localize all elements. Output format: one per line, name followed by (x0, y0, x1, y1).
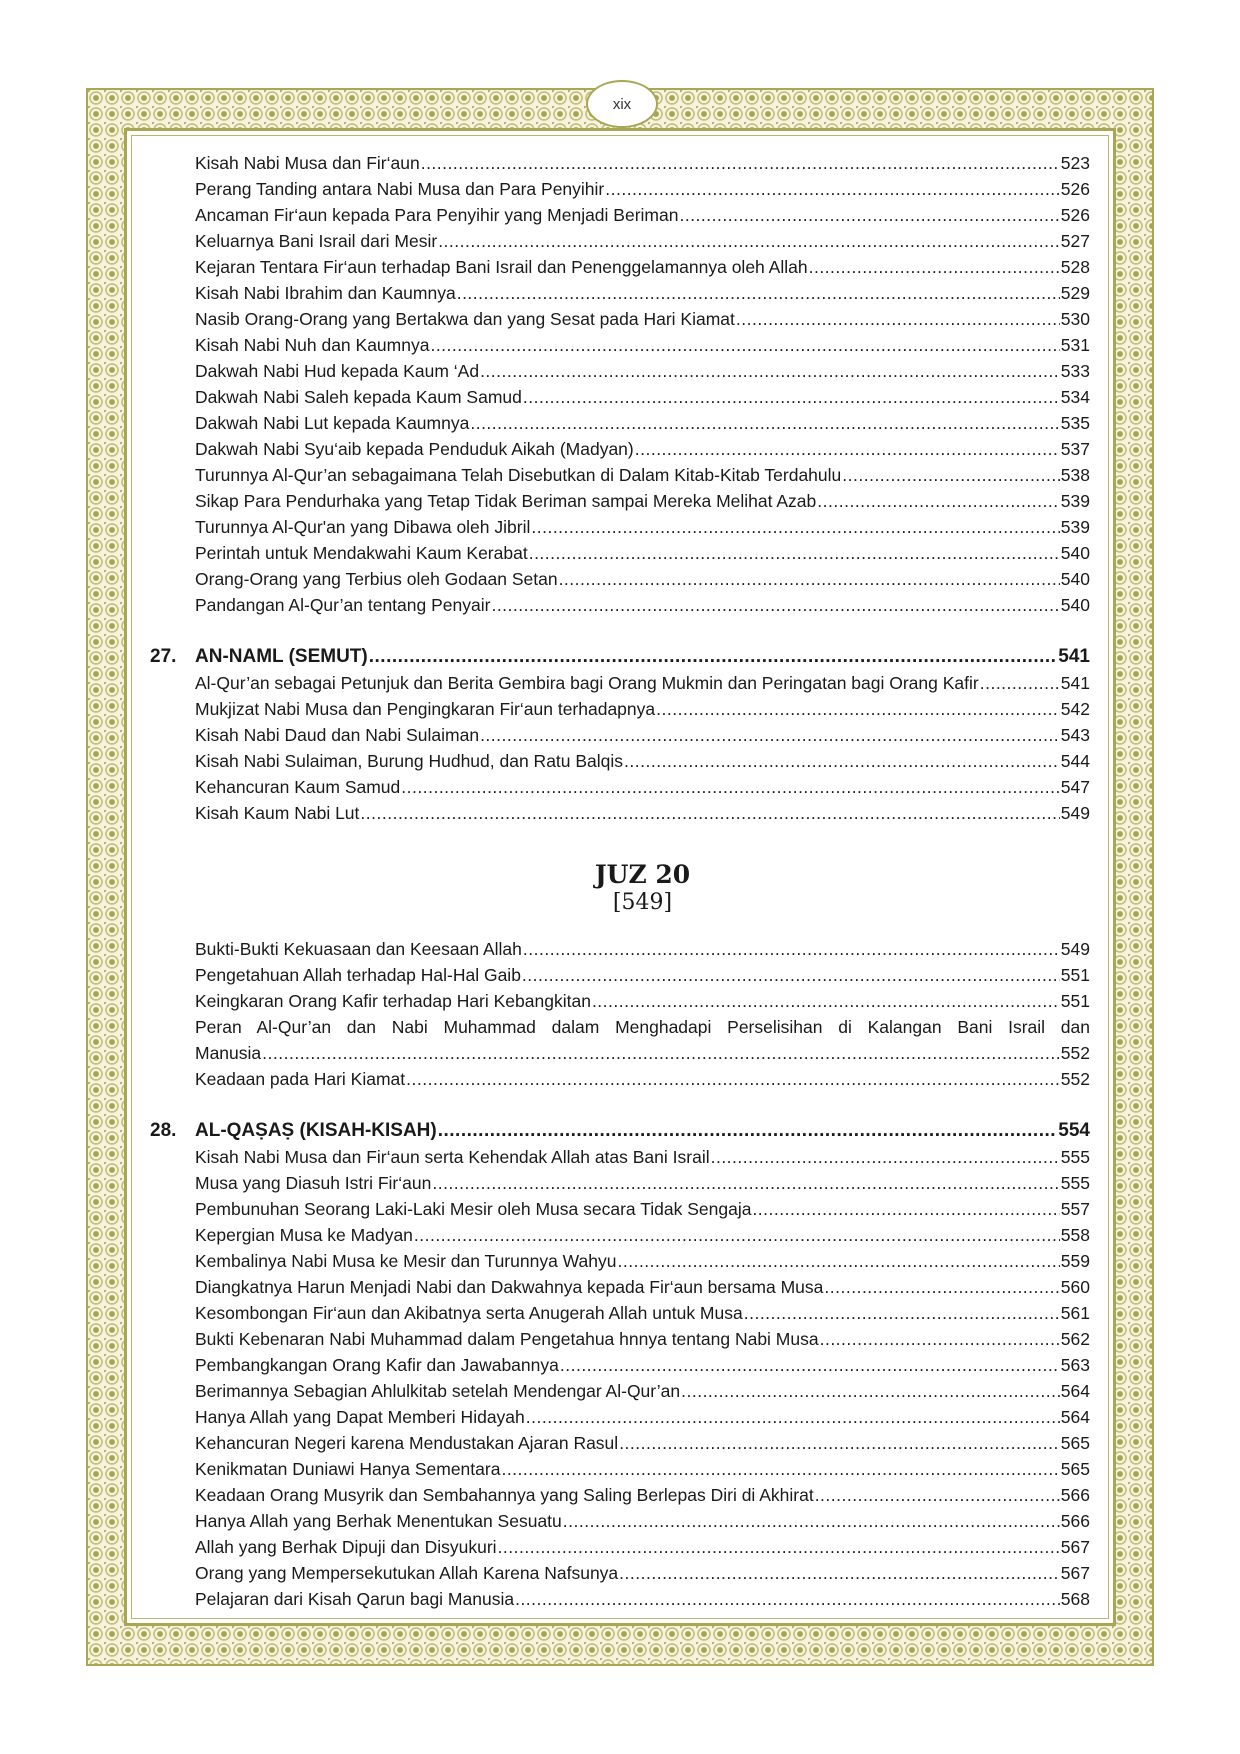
toc-entry[interactable] (195, 332, 1090, 358)
entry-page: 533 (1060, 361, 1090, 381)
dot-leader (980, 670, 1060, 696)
chapter-27-entries (150, 670, 1090, 826)
toc-entry[interactable] (195, 1274, 1090, 1300)
toc-entry[interactable] (195, 1378, 1090, 1404)
entry-title: Dakwah Nabi Hud kepada Kaum ‘Ad (195, 361, 480, 381)
entry-title: Keluarnya Bani Israil dari Mesir (195, 231, 438, 251)
entry-title: Kisah Nabi Nuh dan Kaumnya (195, 335, 430, 355)
table-of-contents (150, 150, 1090, 1612)
entry-page: 528 (1060, 257, 1090, 277)
page-number: xix (586, 80, 658, 128)
dot-leader (809, 254, 1060, 280)
entry-page: 537 (1060, 439, 1090, 459)
entry-title: Mukjizat Nabi Musa dan Pengingkaran Fir‘aun terhadapnya (195, 699, 656, 719)
toc-entry[interactable] (195, 514, 1090, 540)
dot-leader (457, 280, 1060, 306)
dot-leader (360, 800, 1059, 826)
toc-entry[interactable] (195, 150, 1090, 176)
juz-page: [549] (612, 890, 673, 915)
dot-leader (421, 150, 1060, 176)
entry-page: 549 (1060, 803, 1090, 823)
entry-page: 568 (1060, 1589, 1090, 1609)
juz-heading (195, 860, 1090, 916)
toc-entry[interactable] (195, 1066, 1090, 1092)
entry-title: Kembalinya Nabi Musa ke Mesir dan Turunnya Wahyu (195, 1251, 617, 1271)
toc-entry[interactable] (195, 1404, 1090, 1430)
entry-title: Kisah Nabi Ibrahim dan Kaumnya (195, 283, 456, 303)
entry-title: Kesombongan Fir‘aun dan Akibatnya serta Anugerah Allah untuk Musa (195, 1303, 743, 1323)
chapter-number: 28. (150, 1120, 177, 1141)
entry-title: Orang-Orang yang Terbius oleh Godaan Setan (195, 569, 558, 589)
entry-title-line2: Manusia (195, 1043, 262, 1063)
entry-page: 541 (1060, 673, 1090, 693)
toc-entry[interactable] (195, 254, 1090, 280)
entry-title: Kejaran Tentara Fir‘aun terhadap Bani Israil dan Penenggelamannya oleh Allah (195, 257, 808, 277)
toc-entry[interactable] (195, 1430, 1090, 1456)
dot-leader (531, 514, 1059, 540)
juz-entries (150, 936, 1090, 1014)
entry-page: 562 (1060, 1329, 1090, 1349)
entry-page: 544 (1060, 751, 1090, 771)
dot-leader (563, 1508, 1060, 1534)
toc-entry[interactable] (195, 1248, 1090, 1274)
entry-page: 531 (1060, 335, 1090, 355)
dot-leader (432, 1170, 1059, 1196)
entry-title: Berimannya Sebagian Ahlulkitab setelah Mendengar Al-Qur’an (195, 1381, 681, 1401)
dot-leader (605, 176, 1060, 202)
entry-title: Musa yang Diasuh Istri Fir‘aun (195, 1173, 432, 1193)
toc-entry[interactable] (195, 1326, 1090, 1352)
dot-leader (529, 540, 1060, 566)
entry-page: 559 (1060, 1251, 1090, 1271)
dot-leader (480, 722, 1060, 748)
entry-title: Hanya Allah yang Berhak Menentukan Sesuatu (195, 1511, 562, 1531)
toc-entry[interactable] (195, 962, 1090, 988)
chapter-28-entries (150, 1144, 1090, 1612)
toc-entry[interactable] (195, 280, 1090, 306)
entry-title: Keadaan Orang Musyrik dan Sembahannya yang Saling Berlepas Diri di Akhirat (195, 1485, 814, 1505)
toc-entry[interactable] (195, 1352, 1090, 1378)
dot-leader (619, 1560, 1060, 1586)
entry-page: 523 (1060, 153, 1090, 173)
dot-leader (526, 1404, 1060, 1430)
entry-title: Dakwah Nabi Syu‘aib kepada Penduduk Aikah (Madyan) (195, 439, 634, 459)
entry-title: Pandangan Al-Qur’an tentang Penyair (195, 595, 491, 615)
entry-title: Keadaan pada Hari Kiamat (195, 1069, 406, 1089)
entry-title: Orang yang Mempersekutukan Allah Karena Nafsunya (195, 1563, 619, 1583)
dot-leader (498, 1534, 1060, 1560)
entry-title: Hanya Allah yang Dapat Memberi Hidayah (195, 1407, 525, 1427)
entry-title: Bukti Kebenaran Nabi Muhammad dalam Pengetahua hnnya tentang Nabi Musa (195, 1329, 819, 1349)
dot-leader (815, 1482, 1060, 1508)
entry-page: 566 (1060, 1485, 1090, 1505)
dot-leader (414, 1222, 1060, 1248)
toc-entry[interactable] (195, 1508, 1090, 1534)
entry-title: Kisah Kaum Nabi Lut (195, 803, 360, 823)
entry-page: 565 (1060, 1433, 1090, 1453)
entry-title: Kisah Nabi Musa dan Fir‘aun (195, 153, 420, 173)
dot-leader (523, 936, 1060, 962)
toc-entry[interactable] (195, 748, 1090, 774)
chapter-page: 554 (1058, 1120, 1090, 1141)
toc-entry[interactable] (195, 988, 1090, 1014)
entry-page: 552 (1060, 1043, 1090, 1063)
dot-leader (560, 1352, 1060, 1378)
entry-title: Allah yang Berhak Dipuji dan Disyukuri (195, 1537, 497, 1557)
toc-entry[interactable] (195, 670, 1090, 696)
entry-page: 557 (1060, 1199, 1090, 1219)
juz-title: JUZ 20 (594, 860, 691, 889)
dot-leader (438, 228, 1060, 254)
toc-entry[interactable] (195, 488, 1090, 514)
dot-leader (522, 962, 1060, 988)
entry-title: Al-Qur’an sebagai Petunjuk dan Berita Gembira bagi Orang Mukmin dan Peringatan bagi Orang Kafir (195, 673, 979, 693)
toc-entry[interactable] (195, 540, 1090, 566)
toc-entry[interactable] (195, 202, 1090, 228)
entry-page: 567 (1060, 1563, 1090, 1583)
entry-page: 565 (1060, 1459, 1090, 1479)
entry-page: 540 (1060, 569, 1090, 589)
toc-entry[interactable] (195, 1560, 1090, 1586)
entry-page: 551 (1060, 991, 1090, 1011)
dot-leader (681, 1378, 1060, 1404)
toc-entry[interactable] (195, 384, 1090, 410)
chapter-heading-28[interactable] (150, 1118, 1090, 1144)
chapter-number: 27. (150, 646, 177, 667)
entry-page: 526 (1060, 179, 1090, 199)
toc-entry[interactable] (195, 774, 1090, 800)
toc-entry[interactable] (195, 410, 1090, 436)
dot-leader (744, 1300, 1060, 1326)
toc-entry[interactable] (195, 1300, 1090, 1326)
entry-page: 552 (1060, 1069, 1090, 1089)
dot-leader (842, 462, 1060, 488)
entry-page: 564 (1060, 1407, 1090, 1427)
entry-page: 530 (1060, 309, 1090, 329)
dot-leader (618, 1248, 1060, 1274)
entry-title: Turunnya Al-Qur'an yang Dibawa oleh Jibril (195, 517, 531, 537)
entry-page: 535 (1060, 413, 1090, 433)
dot-leader (752, 1196, 1059, 1222)
toc-entry[interactable] (195, 566, 1090, 592)
toc-entry[interactable] (195, 436, 1090, 462)
toc-entry[interactable] (195, 800, 1090, 826)
entry-title: Bukti-Bukti Kekuasaan dan Keesaan Allah (195, 939, 522, 959)
toc-entry[interactable] (195, 1482, 1090, 1508)
entry-title: Perintah untuk Mendakwahi Kaum Kerabat (195, 543, 528, 563)
toc-entry[interactable] (195, 696, 1090, 722)
dot-leader (406, 1066, 1060, 1092)
entry-page: 527 (1060, 231, 1090, 251)
dot-leader (515, 1586, 1060, 1612)
entry-page: 555 (1060, 1173, 1090, 1193)
dot-leader (369, 644, 1058, 670)
entry-page: 551 (1060, 965, 1090, 985)
dot-leader (401, 774, 1060, 800)
entry-title-line1: Peran Al-Qur’an dan Nabi Muhammad dalam Menghadapi Perselisihan di Kalangan Bani Israil dan (195, 1017, 1090, 1037)
entry-page: 564 (1060, 1381, 1090, 1401)
toc-entry[interactable] (195, 936, 1090, 962)
dot-leader (470, 410, 1059, 436)
dot-leader (635, 436, 1060, 462)
dot-leader (491, 592, 1059, 618)
chapter-page: 541 (1058, 646, 1090, 667)
entry-page: 563 (1060, 1355, 1090, 1375)
entry-title: Dakwah Nabi Lut kepada Kaumnya (195, 413, 470, 433)
entry-title: Pengetahuan Allah terhadap Hal-Hal Gaib (195, 965, 521, 985)
entry-page: 567 (1060, 1537, 1090, 1557)
entry-page: 566 (1060, 1511, 1090, 1531)
entry-page: 538 (1060, 465, 1090, 485)
entry-page: 539 (1060, 491, 1090, 511)
entry-title: Pembunuhan Seorang Laki-Laki Mesir oleh Musa secara Tidak Sengaja (195, 1199, 752, 1219)
entry-page: 534 (1060, 387, 1090, 407)
entry-title: Dakwah Nabi Saleh kepada Kaum Samud (195, 387, 522, 407)
entry-page: 561 (1060, 1303, 1090, 1323)
dot-leader (820, 1326, 1060, 1352)
toc-entry[interactable] (195, 722, 1090, 748)
entry-page: 539 (1060, 517, 1090, 537)
entry-page: 555 (1060, 1147, 1090, 1167)
dot-leader (736, 306, 1060, 332)
dot-leader (501, 1456, 1059, 1482)
dot-leader (824, 1274, 1059, 1300)
entry-page: 549 (1060, 939, 1090, 959)
entry-page: 540 (1060, 543, 1090, 563)
entry-title: Kenikmatan Duniawi Hanya Sementara (195, 1459, 501, 1479)
dot-leader (559, 566, 1060, 592)
entry-title: Nasib Orang-Orang yang Bertakwa dan yang Sesat pada Hari Kiamat (195, 309, 735, 329)
chapter-title: AN-NAML (SEMUT) (195, 646, 368, 667)
entry-page: 543 (1060, 725, 1090, 745)
entry-page: 560 (1060, 1277, 1090, 1297)
dot-leader (523, 384, 1060, 410)
entry-title: Kehancuran Negeri karena Mendustakan Ajaran Rasul (195, 1433, 619, 1453)
entry-title: Turunnya Al-Qur’an sebagaimana Telah Disebutkan di Dalam Kitab-Kitab Terdahulu (195, 465, 842, 485)
entry-title: Pelajaran dari Kisah Qarun bagi Manusia (195, 1589, 515, 1609)
entry-page: 542 (1060, 699, 1090, 719)
chapter-title: AL-QAṢAṢ (KISAH-KISAH) (195, 1120, 437, 1141)
entry-page: 526 (1060, 205, 1090, 225)
toc-entry[interactable] (195, 1222, 1090, 1248)
toc-entry[interactable] (195, 1196, 1090, 1222)
entry-title: Kisah Nabi Musa dan Fir‘aun serta Kehendak Allah atas Bani Israil (195, 1147, 710, 1167)
entry-page: 558 (1060, 1225, 1090, 1245)
dot-leader (624, 748, 1060, 774)
dot-leader (817, 488, 1060, 514)
dot-leader (711, 1144, 1060, 1170)
chapter-heading-27[interactable] (150, 644, 1090, 670)
entry-title: Keingkaran Orang Kafir terhadap Hari Kebangkitan (195, 991, 591, 1011)
dot-leader (592, 988, 1060, 1014)
entry-page: 529 (1060, 283, 1090, 303)
entry-title: Kisah Nabi Daud dan Nabi Sulaiman (195, 725, 480, 745)
toc-entry[interactable] (195, 228, 1090, 254)
entry-title: Kehancuran Kaum Samud (195, 777, 401, 797)
dot-leader (656, 696, 1060, 722)
entry-title: Kisah Nabi Sulaiman, Burung Hudhud, dan Ratu Balqis (195, 751, 624, 771)
dot-leader (480, 358, 1060, 384)
toc-entry[interactable] (195, 176, 1090, 202)
toc-entry[interactable] (195, 1586, 1090, 1612)
toc-entry[interactable] (195, 1170, 1090, 1196)
dot-leader (438, 1118, 1058, 1144)
dot-leader (430, 332, 1059, 358)
toc-entry[interactable] (195, 306, 1090, 332)
dot-leader (679, 202, 1059, 228)
entry-title: Diangkatnya Harun Menjadi Nabi dan Dakwahnya kepada Fir‘aun bersama Musa (195, 1277, 824, 1297)
toc-entry[interactable] (195, 1534, 1090, 1560)
toc-entry[interactable] (195, 592, 1090, 618)
toc-entry[interactable] (195, 1456, 1090, 1482)
toc-entry[interactable] (195, 358, 1090, 384)
dot-leader (262, 1040, 1060, 1066)
entry-title: Ancaman Fir‘aun kepada Para Penyihir yang Menjadi Beriman (195, 205, 679, 225)
toc-entry[interactable] (195, 462, 1090, 488)
entry-page: 540 (1060, 595, 1090, 615)
entry-title: Pembangkangan Orang Kafir dan Jawabannya (195, 1355, 559, 1375)
entry-page: 547 (1060, 777, 1090, 797)
intro-entries (150, 150, 1090, 618)
entry-title: Perang Tanding antara Nabi Musa dan Para Penyihir (195, 179, 605, 199)
entry-title: Kepergian Musa ke Madyan (195, 1225, 413, 1245)
entry-title: Sikap Para Pendurhaka yang Tetap Tidak Beriman sampai Mereka Melihat Azab (195, 491, 817, 511)
toc-entry[interactable] (195, 1014, 1090, 1066)
dot-leader (619, 1430, 1060, 1456)
toc-entry[interactable] (195, 1144, 1090, 1170)
